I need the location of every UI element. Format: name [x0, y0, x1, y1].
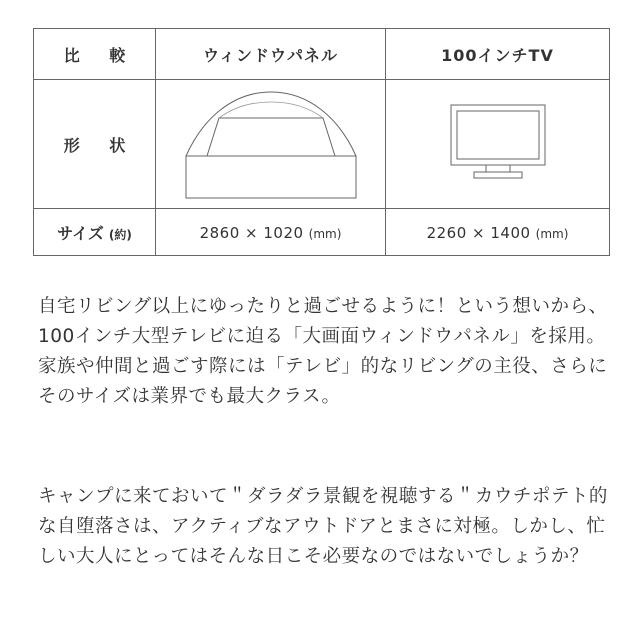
- second-paragraph: キャンプに来ておいて＂ダラダラ景観を視聴する＂カウチポテト的な自堕落さは、アクティブなアウトドアとまさに対極。しかし、忙しい大人にとってはそんな日こそ必要なのではないでしょうか？: [38, 486, 608, 567]
- intro-paragraph: 自宅リビング以上にゆったりと過ごせるように！という想いから、100インチ大型テレビに迫る「大画面ウィンドウパネル」を採用。家族や仲間と過ごす際には「テレビ」的なリビングの主役、さらにそのサイズは業界でも最大クラス。: [38, 296, 608, 407]
- size-label-cell: [34, 209, 156, 256]
- table-header-row: [34, 29, 610, 80]
- window-panel-size-unit: (mm): [308, 226, 342, 241]
- header-cell-tv: [386, 29, 610, 80]
- tv-size-cell: [386, 209, 610, 256]
- header-compare-label: 比 較: [63, 45, 138, 65]
- tv-size-value: 2260 × 1400: [426, 223, 531, 242]
- table-size-row: [34, 209, 610, 256]
- shape-row-label: 形 状: [63, 135, 138, 155]
- table-shape-row: [34, 80, 610, 209]
- shape-label-cell: [34, 80, 156, 209]
- tv-size-unit: (mm): [535, 226, 569, 241]
- tv-shape-cell: [386, 80, 610, 209]
- window-panel-size-value: 2860 × 1020: [199, 223, 304, 242]
- tv-shape-illustration: [450, 104, 546, 184]
- size-row-label: サイズ: [57, 223, 104, 243]
- comparison-table: [33, 28, 610, 256]
- header-tv-label: 100インチTV: [441, 45, 554, 65]
- size-row-note: (約): [108, 227, 132, 242]
- window-panel-shape-cell: [156, 80, 386, 209]
- header-cell-window-panel: [156, 29, 386, 80]
- header-window-panel-label: ウィンドウパネル: [202, 45, 339, 65]
- window-panel-size-cell: [156, 209, 386, 256]
- window-panel-shape-illustration: [183, 88, 359, 200]
- header-cell-compare: [34, 29, 156, 80]
